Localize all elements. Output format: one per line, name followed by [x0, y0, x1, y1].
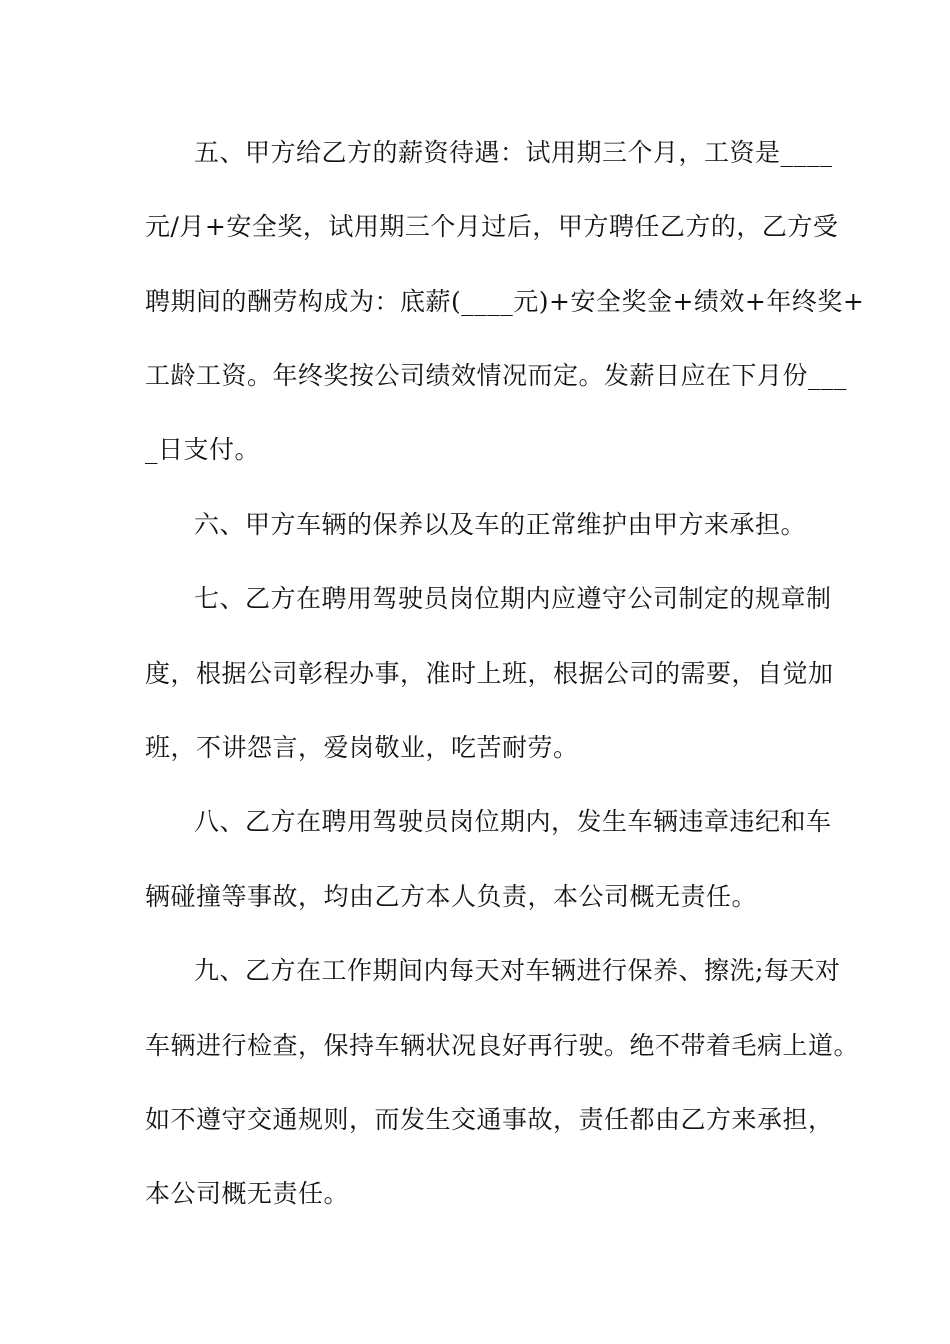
paragraph-7-line-1: 七、乙方在聘用驾驶员岗位期内应遵守公司制定的规章制	[194, 584, 832, 613]
paragraph-5-line-1: 五、甲方给乙方的薪资待遇：试用期三个月，工资是____	[194, 138, 833, 167]
paragraph-8-line-1: 八、乙方在聘用驾驶员岗位期内，发生车辆违章违纪和车	[194, 807, 832, 836]
paragraph-6-line-1: 六、甲方车辆的保养以及车的正常维护由甲方来承担。	[194, 510, 807, 539]
paragraph-9-line-1: 九、乙方在工作期间内每天对车辆进行保养、擦洗;每天对	[194, 956, 841, 985]
paragraph-9-line-4: 本公司概无责任。	[145, 1179, 350, 1208]
paragraph-5-line-3: 聘期间的酬劳构成为：底薪(____元)+安全奖金+绩效+年终奖+	[145, 287, 865, 316]
paragraph-5-line-4: 工龄工资。年终奖按公司绩效情况而定。发薪日应在下月份___	[145, 361, 848, 390]
paragraph-5-line-2: 元/月+安全奖，试用期三个月过后，甲方聘任乙方的，乙方受	[145, 212, 839, 241]
paragraph-5-line-5: _日支付。	[145, 435, 261, 464]
paragraph-9-line-3: 如不遵守交通规则，而发生交通事故，责任都由乙方来承担，	[145, 1105, 834, 1134]
paragraph-9-line-2: 车辆进行检查，保持车辆状况良好再行驶。绝不带着毛病上道。	[145, 1031, 860, 1060]
paragraph-7-line-2: 度，根据公司彰程办事，准时上班，根据公司的需要，自觉加	[145, 659, 834, 688]
paragraph-8-line-2: 辆碰撞等事故，均由乙方本人负责，本公司概无责任。	[145, 882, 758, 911]
paragraph-7-line-3: 班，不讲怨言，爱岗敬业，吃苦耐劳。	[145, 733, 579, 762]
